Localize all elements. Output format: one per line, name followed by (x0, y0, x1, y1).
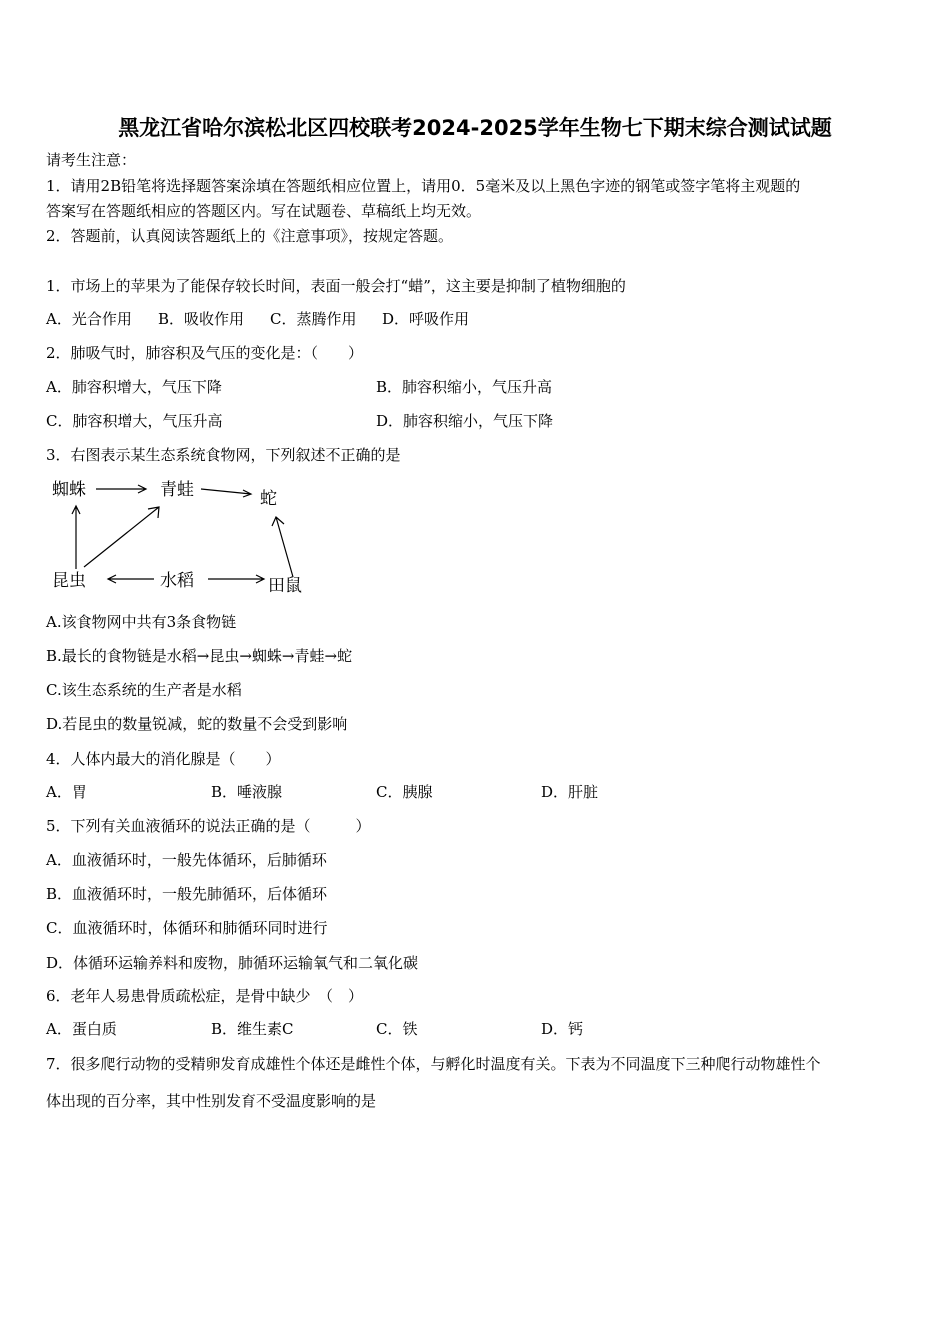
q5-option: B．血液循环时，一般先肺循环，后体循环 (46, 885, 328, 903)
q6-option: B．维生素C (211, 1020, 294, 1038)
node-snake: 蛇 (260, 489, 277, 509)
node-frog: 青蛙 (160, 480, 194, 500)
q3-option: B.最长的食物链是水稻→昆虫→蜘蛛→青蛙→蛇 (46, 647, 353, 665)
notice-line: 答案写在答题纸相应的答题区内。写在试题卷、草稿纸上均无效。 (46, 202, 482, 220)
arrow (272, 517, 293, 577)
question-4-stem: 4．人体内最大的消化腺是（ ） (46, 750, 281, 768)
q2-option: B．肺容积缩小，气压升高 (376, 378, 553, 396)
q3-option: C.该生态系统的生产者是水稻 (46, 681, 242, 699)
question-1-stem: 1．市场上的苹果为了能保存较长时间，表面一般会打“蜡”，这主要是抑制了植物细胞的 (46, 277, 626, 295)
arrow (201, 489, 251, 497)
node-mouse: 田鼠 (268, 576, 302, 596)
q4-option: B．唾液腺 (211, 783, 283, 801)
arrow (96, 485, 146, 493)
question-2-stem: 2．肺吸气时，肺容积及气压的变化是：（ ） (46, 344, 364, 362)
node-rice: 水稻 (160, 571, 194, 591)
q5-option: D．体循环运输养料和废物，肺循环运输氧气和二氧化碳 (46, 954, 419, 972)
q4-option: D．肝脏 (541, 783, 599, 801)
arrow (72, 506, 80, 569)
q5-option: A．血液循环时，一般先体循环，后肺循环 (46, 851, 327, 869)
arrow (108, 575, 154, 583)
q1-option: A．光合作用 (46, 310, 132, 328)
q1-option: C．蒸腾作用 (270, 310, 357, 328)
node-insect: 昆虫 (52, 571, 86, 591)
q2-option: C．肺容积增大，气压升高 (46, 412, 223, 430)
q3-option: D.若昆虫的数量锐减，蛇的数量不会受到影响 (46, 715, 348, 733)
question-3-stem: 3．右图表示某生态系统食物网，下列叙述不正确的是 (46, 446, 401, 464)
notice-line: 2．答题前，认真阅读答题纸上的《注意事项》，按规定答题。 (46, 227, 454, 245)
arrow (208, 575, 264, 583)
question-5-stem: 5．下列有关血液循环的说法正确的是（ ） (46, 817, 371, 835)
q1-option: D．呼吸作用 (382, 310, 470, 328)
q6-option: A．蛋白质 (46, 1020, 117, 1038)
page-title: 黑龙江省哈尔滨松北区四校联考2024-2025学年生物七下期末综合测试试题 (118, 116, 832, 140)
q6-option: D．钙 (541, 1020, 584, 1038)
notice-line: 1．请用2B铅笔将选择题答案涂填在答题纸相应位置上，请用0．5毫米及以上黑色字迹的钢笔或签字笔将主观题的 (46, 177, 801, 195)
q3-option: A.该食物网中共有3条食物链 (46, 613, 237, 631)
q5-option: C．血液循环时，体循环和肺循环同时进行 (46, 919, 328, 937)
question-7-stem: 体出现的百分率，其中性别发育不受温度影响的是 (46, 1092, 377, 1110)
q4-option: C．胰腺 (376, 783, 433, 801)
question-6-stem: 6．老年人易患骨质疏松症，是骨中缺少 （ ） (46, 987, 364, 1005)
q6-option: C．铁 (376, 1020, 418, 1038)
node-spider: 蜘蛛 (52, 480, 86, 500)
food-web-diagram (46, 474, 316, 599)
arrow (84, 507, 159, 567)
q2-option: D．肺容积缩小，气压下降 (376, 412, 554, 430)
question-7-stem: 7．很多爬行动物的受精卵发育成雄性个体还是雌性个体，与孵化时温度有关。下表为不同温度下三种爬行动物雄性个 (46, 1055, 821, 1073)
notice-heading: 请考生注意： (46, 151, 137, 169)
q1-option: B．吸收作用 (158, 310, 245, 328)
q2-option: A．肺容积增大，气压下降 (46, 378, 222, 396)
q4-option: A．胃 (46, 783, 87, 801)
